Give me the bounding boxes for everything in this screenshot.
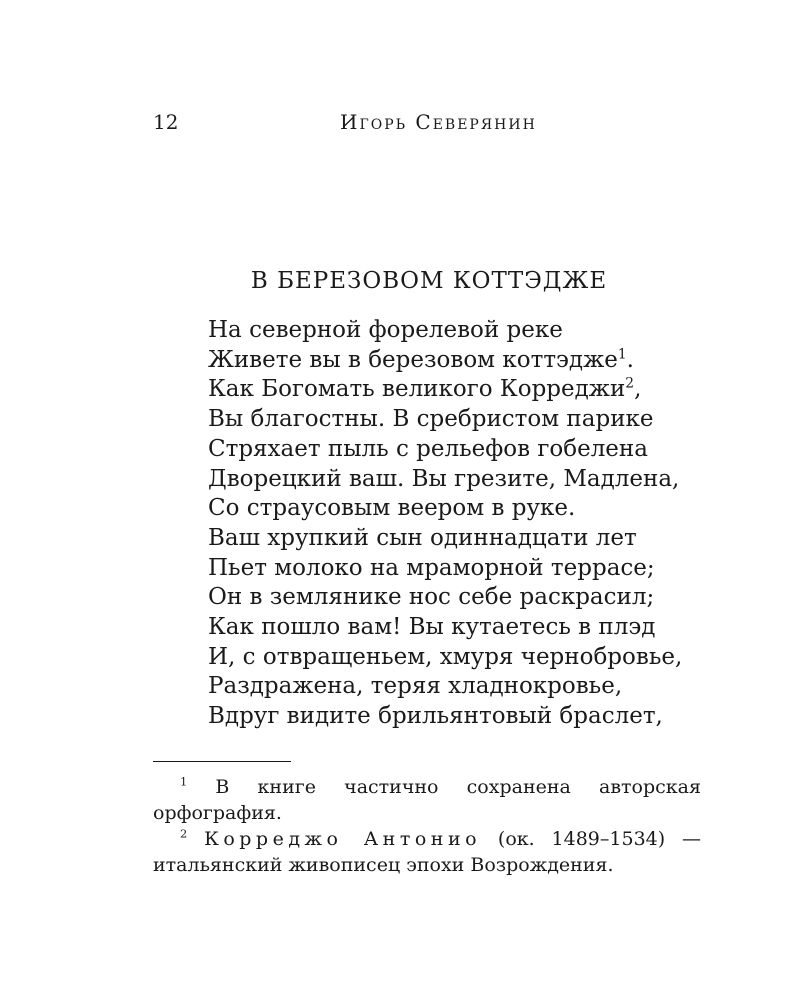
poem-line: Стряхает пыль с рельефов гобелена <box>208 435 648 462</box>
poem-line: На северной форелевой реке <box>208 317 563 343</box>
poem-line: Как Богомать великого Корреджи$^2$, <box>208 375 642 403</box>
footnote-marker: 1 <box>180 774 188 789</box>
footnote-name: Корреджо Антонио <box>204 828 482 850</box>
poem-line: Пьет молоко на мраморной террасе; <box>208 554 655 581</box>
footnote-text: (ок. 1489–1534) — итальянский живописец эпохи Возрождения. <box>153 828 702 876</box>
footnote-1 <box>153 774 701 826</box>
poem-line: Он в землянике нос себе раскрасил; <box>208 584 655 611</box>
footnote-ref: 1 <box>617 346 627 363</box>
poem-line: Вдруг видите брильянтовый браслет, <box>208 703 663 730</box>
footnote-divider <box>153 761 291 762</box>
footnote-ref: 2 <box>625 375 635 392</box>
poem-line: Вы благостны. В сребристом парике <box>208 406 654 433</box>
page-number: 12 <box>153 110 179 134</box>
footnotes <box>153 774 701 878</box>
poem-line: Раздражена, теряя хладнокровье, <box>208 673 623 700</box>
poem-line: Ваш хрупкий сын одиннадцати лет <box>208 524 637 551</box>
poem-line: И, с отвращеньем, хмуря чернобровье, <box>208 643 683 670</box>
poem-body <box>208 316 682 732</box>
footnote-2 <box>153 826 701 878</box>
poem-line: Живете вы в березовом коттэдже$^1$. <box>208 346 634 373</box>
poem-line: Как пошло вам! Вы кутаетесь в плэд <box>208 614 656 641</box>
poem-line: Дворецкий ваш. Вы грезите, Мадлена, <box>208 465 680 492</box>
running-header: Игорь Северянин <box>340 110 537 134</box>
footnote-text: В книге частично сохранена авторская орфография. <box>153 776 701 824</box>
poem-line: Со страусовым веером в руке. <box>208 495 576 522</box>
poem-title: В БЕРЕЗОВОМ КОТТЭДЖЕ <box>250 268 608 294</box>
footnote-marker: 2 <box>180 826 188 841</box>
